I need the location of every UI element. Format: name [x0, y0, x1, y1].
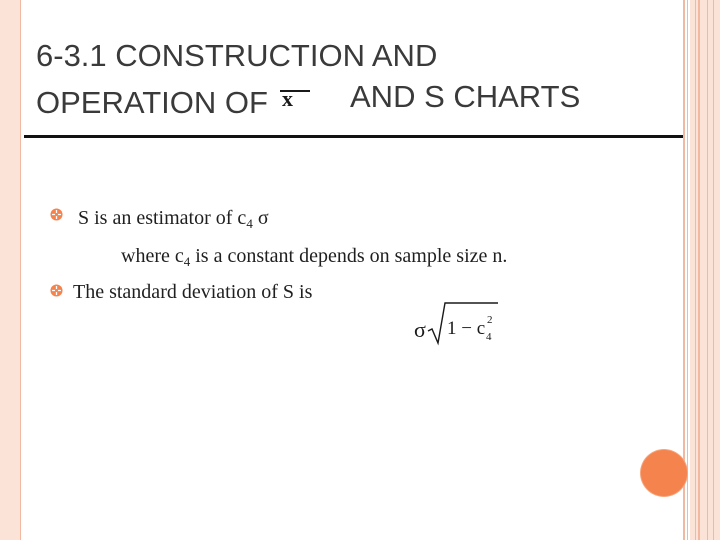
formula-subscript: 4: [486, 331, 492, 343]
title-line-1: 6-3.1 CONSTRUCTION AND: [36, 38, 438, 73]
formula-one-minus: 1 − c: [447, 318, 486, 339]
title-line-2-end: AND S CHARTS: [350, 79, 581, 114]
std-dev-formula: [414, 299, 504, 347]
xbar-symbol: x: [282, 86, 293, 111]
left-frame-band: [0, 0, 20, 540]
left-frame-line: [20, 0, 21, 540]
title-rule: [24, 135, 683, 138]
formula-sigma: σ: [414, 317, 426, 342]
clover-bullet-icon: [50, 284, 63, 297]
bullet-1-continuation: where $c_4$ is a constant depends on sample size n.: [121, 245, 508, 269]
title-line-2-start: OPERATION OF: [36, 85, 268, 120]
bullet-2-text: The standard deviation of S is: [73, 281, 313, 303]
formula-superscript: 2: [487, 314, 493, 326]
right-frame-bands: [683, 0, 720, 540]
decorative-circle: [641, 450, 687, 496]
bullet-1-text: S is an estimator of $c_4$ σ: [78, 207, 269, 231]
clover-bullet-icon: [50, 208, 63, 221]
